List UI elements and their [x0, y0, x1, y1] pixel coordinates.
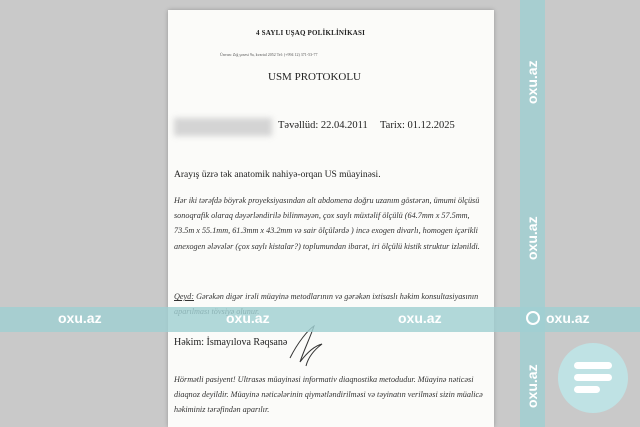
- watermark-text: oxu.az: [398, 310, 442, 326]
- watermark-text: oxu.az: [58, 310, 102, 326]
- watermark-text: oxu.az: [524, 216, 540, 260]
- watermark-text: oxu.az: [226, 310, 270, 326]
- watermark-text: oxu.az: [546, 310, 590, 326]
- patient-note: Hörmətli pasiyent! Ultrasəs müayinəsi informativ diaqnostika metodudur. Müayinə nəticəsi diaqnoz deyildir. Müayinə nəticələrinin qiymətləndirilməsi və təyinatın verilməsi sizin müalicə həkiminiz tərəfindən aparılır.: [174, 375, 483, 414]
- clinic-name: 4 SAYLI UŞAQ POLİKLİNİKASI: [256, 29, 366, 37]
- clinic-address: Ünvan: Zığ şosesi 9a, kvartal 2052 Tel: (+994 12) 371-53-77: [220, 52, 318, 57]
- conclusion-label: Qeyd:: [174, 292, 195, 301]
- document-title: USM PROTOKOLU: [268, 71, 362, 83]
- redacted-patient-name: [174, 118, 272, 136]
- doctor-name: Həkim: İsmayılova Rəqsanə: [174, 337, 288, 348]
- protocol-document: [168, 10, 494, 427]
- oxu-logo-icon: [558, 343, 628, 413]
- birth-date: Təvəllüd: 22.04.2011: [278, 120, 368, 131]
- watermark-text: oxu.az: [524, 364, 540, 408]
- conclusion-text: Gərəkən digər irəli müayinə metodlarının və gərəkən ixtisaslı həkim konsultasiyasının: [196, 292, 479, 301]
- exam-date: Tarix: 01.12.2025: [380, 120, 455, 131]
- watermark-text: oxu.az: [524, 60, 540, 104]
- findings-text: Hər iki tərəfdə böyrək proyeksiyasından alt abdomena doğru uzanım göstərən, ümumi ölçüsü sonoqrafik olaraq dəyərləndirilə bilinməyən, çox saylı müxtəlif ölçülü (64.7mm x 57.5mm, 73.5m x 55.1mm, 61.3mm x 43.2mm və sair ölçülərdə ) incə exogen divarlı, homogen içərikli anexogen ələvələr (çox saylı kistalar?) toplumundan ibarət, iri ölçülü kistik struktur izlənildi.: [174, 196, 480, 251]
- watermark-logo-icon: [526, 311, 540, 325]
- request-line: Arayış üzrə tək anatomik nahiyə-orqan US müayinəsi.: [174, 170, 381, 180]
